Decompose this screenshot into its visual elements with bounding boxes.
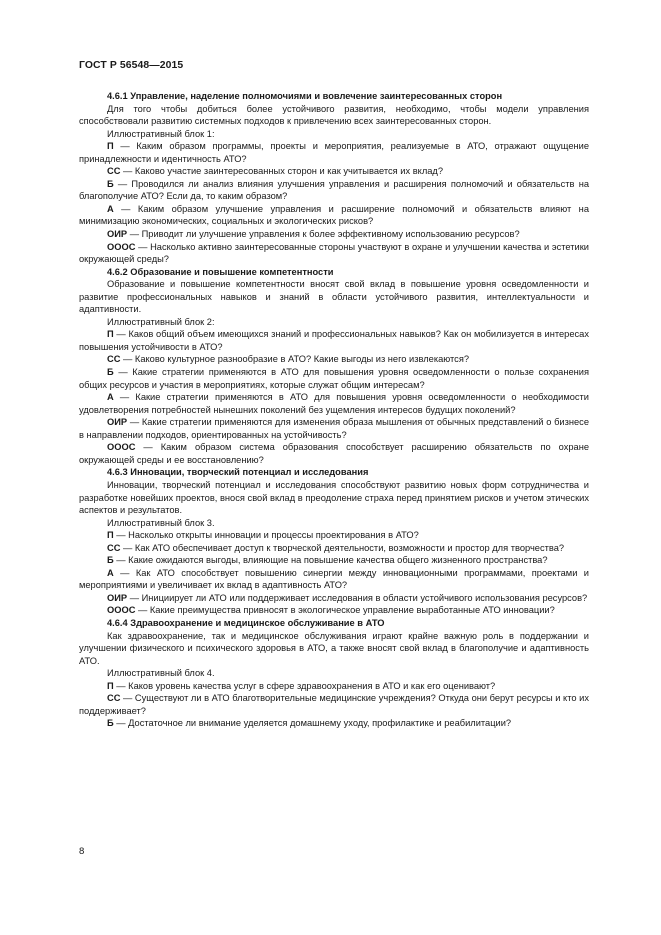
question-item [79,441,589,466]
section-4-6-2-title: 4.6.2 Образование и повышение компетентности [107,266,334,277]
question-label: ОИР [107,592,128,603]
section-4-6-3-intro: Инновации, творческий потенциал и исследования способствуют развитию новых форм сотрудничества и разработке новейших проектов, внося свой вклад в преодоление страха перед принятием рисков и учетом этических аспектов и результатов. [79,479,589,516]
question-label: СС [107,542,121,553]
page-number: 8 [79,846,85,857]
question-item [79,241,589,266]
question-text: — Как АТО обеспечивает доступ к творческой деятельности, возможности и простор для творчества? [120,542,565,553]
illustrative-block-2: Иллюстративный блок 2: [107,316,215,327]
question-label: А [107,392,114,403]
question-label: А [107,203,114,214]
question-item [79,178,589,203]
illustrative-block-3: Иллюстративный блок 3. [107,517,215,528]
question-label: Б [107,178,114,189]
question-text: — Какие стратегии применяются в АТО для повышения уровня осведомленности о необходимости удовлетворения потребностей нынешних поколений без ущемления интересов будущих поколений? [79,392,589,415]
question-text: — Каким образом улучшение управления и расширение полномочий и обязательств влияют на минимизацию экономических, социальных и экологических рисков? [79,203,589,227]
question-item [79,353,589,366]
question-text: — Каков уровень качества услуг в сфере здравоохранения в АТО и как его оценивают? [113,680,496,691]
section-4-6-4-title: 4.6.4 Здравоохранение и медицинское обслуживание в АТО [107,617,385,628]
question-text: — Каково участие заинтересованных сторон и как учитывается их вклад? [120,166,444,177]
question-item [79,604,589,617]
question-label: Б [107,718,114,729]
question-label: П [107,680,114,691]
page-content [79,90,589,730]
question-item [79,529,589,542]
question-text: — Каким образом программы, проекты и мероприятия, реализуемые в АТО, отражают ощущение принадлежности и идентичность АТО? [79,141,589,164]
section-4-6-1-title: 4.6.1 Управление, наделение полномочиями и вовлечение заинтересованных сторон [107,91,503,101]
question-item [79,416,589,441]
question-label: ОООС [107,605,136,616]
question-item [79,592,589,605]
question-label: СС [107,354,121,365]
question-item [79,228,589,241]
question-label: Б [107,367,114,378]
section-4-6-3-title: 4.6.3 Инновации, творческий потенциал и исследования [107,467,369,478]
document-header: ГОСТ Р 56548—2015 [79,60,184,71]
illustrative-block-4: Иллюстративный блок 4. [107,668,215,679]
question-text: — Как АТО способствует повышению синергии между инновационными программами, проектами и мероприятиями и увеличивает их вклад в адаптивность АТО? [79,567,589,591]
question-label: А [107,567,114,578]
section-4-6-4-intro: Как здравоохранение, так и медицинское обслуживания играют крайне важную роль в поддержании и улучшении физического и психического здоровья в АТО, а также вносят свой вклад в благополучие и адаптивность АТО. [79,630,589,666]
question-text: — Приводит ли улучшение управления к более эффективному использованию ресурсов? [127,229,520,240]
question-item [79,542,589,555]
question-label: П [107,141,114,152]
question-item [79,140,589,165]
question-item [79,366,589,391]
section-4-6-1-intro: Для того чтобы добиться более устойчивого развития, необходимо, чтобы модели управления способствовали развитию системных подходов к привлечению всех заинтересованных сторон. [79,103,589,127]
question-text: — Насколько открыты инновации и процессы проектирования в АТО? [113,530,419,541]
question-text: — Достаточное ли внимание уделяется домашнему уходу, профилактике и реабилитации? [113,718,512,729]
question-item [79,391,589,416]
illustrative-block-1: Иллюстративный блок 1: [107,128,215,139]
question-item [79,680,589,693]
question-item [79,165,589,178]
question-text: — Какие стратегии применяются в АТО для повышения уровня осведомленности о пользе сохранения общих ресурсов и участия в мероприятиях, которые служат общим интересам? [79,367,589,390]
question-label: СС [107,166,121,177]
question-text: — Какие преимущества привносят в экологическое управление выработанные АТО инновации? [135,605,555,616]
question-text: — Какие ожидаются выгоды, влияющие на повышение качества общего жизненного пространства? [113,555,548,566]
question-text: — Каков общий объем имеющихся знаний и профессиональных навыков? Как он мобилизуется в интересах повышения устойчивости в АТО? [79,329,589,352]
question-text: — Какие стратегии применяются для изменения образа мышления от обычных представлений о бизнесе в направлении подходов, ориентированных на устойчивость? [79,417,589,440]
section-4-6-2-intro: Образование и повышение компетентности вносят свой вклад в повышение уровня осведомленности и развитие профессиональных навыков и знаний в области устойчивого развития, интеллектуальности и адаптивности. [79,279,589,315]
question-item [79,328,589,353]
question-item [79,567,589,592]
question-label: П [107,329,114,340]
question-label: П [107,530,114,541]
question-label: ОИР [107,417,128,428]
question-item [79,717,589,730]
question-item [79,692,589,717]
question-text: — Существуют ли в АТО благотворительные медицинские учреждения? Откуда они берут ресурсы и кто их поддерживает? [79,693,589,716]
question-item [79,203,589,228]
question-label: СС [107,693,121,704]
question-text: — Инициирует ли АТО или поддерживает исследования в области устойчивого использования ресурсов? [127,592,588,603]
question-label: ОИР [107,229,128,240]
question-text: — Каким образом система образования способствует расширению обязательств по охране окружающей среды и ее восстановлению? [79,442,589,465]
question-text: — Каково культурное разнообразие в АТО? Какие выгоды из него извлекаются? [120,354,470,365]
question-label: ОООС [107,442,136,453]
question-text: — Проводился ли анализ влияния улучшения управления и расширения полномочий и обязательств на благополучие АТО? Если да, то каким образом? [79,178,589,202]
question-item [79,554,589,567]
question-label: ОООС [107,241,136,252]
question-label: Б [107,555,114,566]
question-text: — Насколько активно заинтересованные стороны участвуют в охране и улучшении качества и эстетики окружающей среды? [79,241,589,265]
